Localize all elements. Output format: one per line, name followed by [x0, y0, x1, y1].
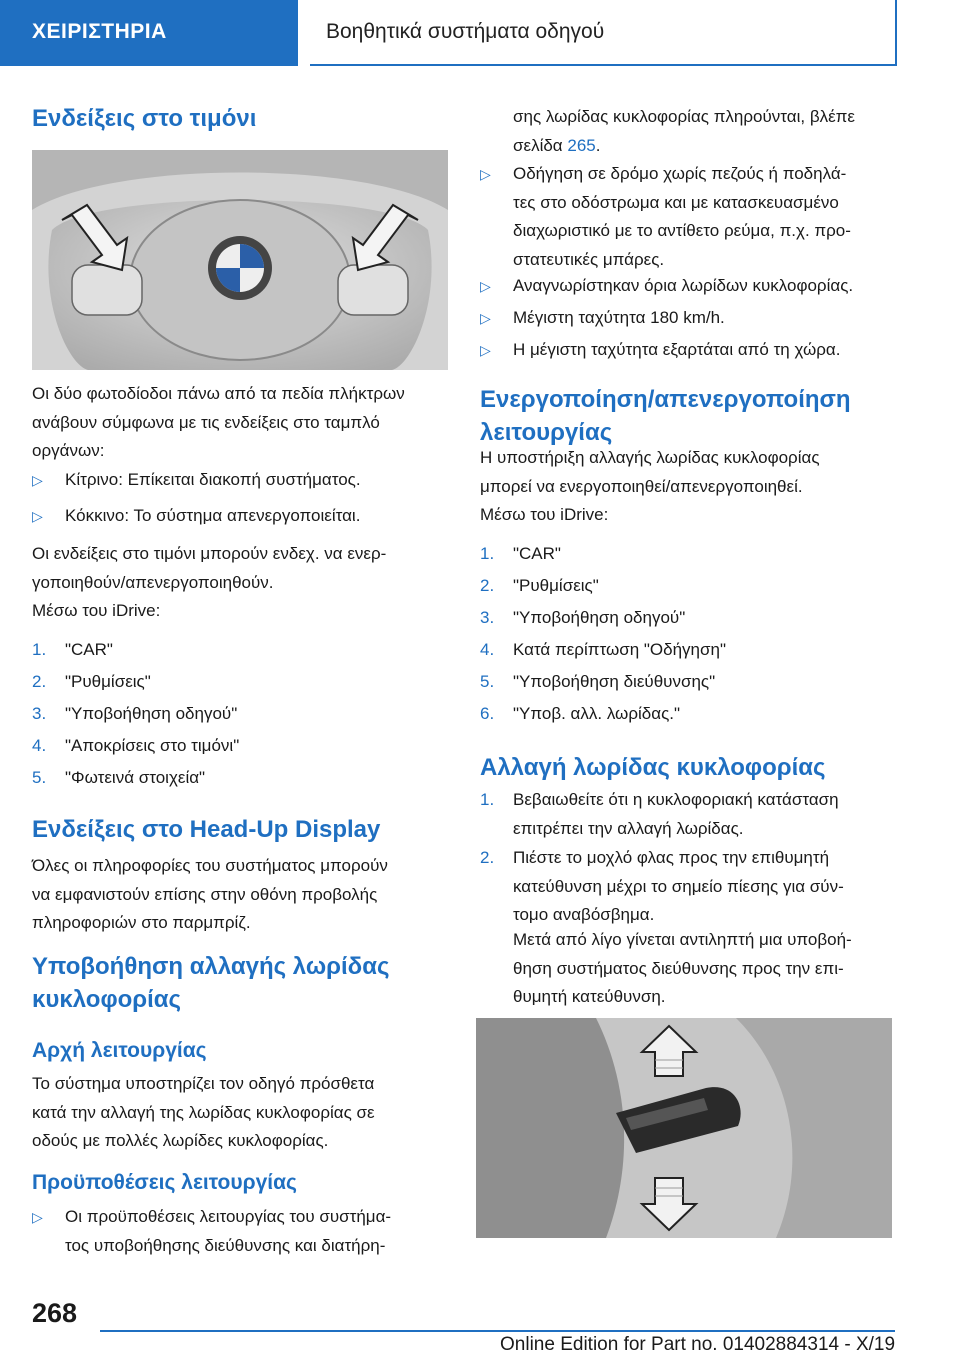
- bullet-prereq: ▷ Οι προϋποθέσεις λειτουργίας του συστήμα- τος υποβοήθησης διεύθυνσης και διατήρη-: [32, 1203, 391, 1260]
- bullet-red: ▷ Κόκκινο: Το σύστημα απενεργοποιείται.: [32, 502, 360, 531]
- paragraph-hud: Όλες οι πληροφορίες του συστήματος μπορούν να εμφανιστούν επίσης στην οθόνη προβολής πληροφοριών στο παρμπρίζ.: [32, 856, 388, 932]
- paragraph-principle: Το σύστημα υποστηρίζει τον οδηγό πρόσθετα κατά την αλλαγή της λωρίδας κυκλοφορίας σε οδούς με πολλές λωρίδες κυκλοφορίας.: [32, 1074, 375, 1150]
- step-item: 3. "Υποβοήθηση οδηγού": [32, 704, 238, 723]
- heading-principle: Αρχή λειτουργίας: [32, 1039, 207, 1062]
- steering-wheel-illustration: [32, 150, 448, 370]
- step-item: 2. "Ρυθμίσεις": [480, 576, 599, 595]
- step-item: 5. "Υποβοήθηση διεύθυνσης": [480, 672, 716, 691]
- paragraph-via-idrive: Μέσω του iDrive:: [32, 601, 161, 620]
- bullet-lanes: ▷ Αναγνωρίστηκαν όρια λωρίδων κυκλοφορίας.: [480, 272, 853, 301]
- turn-signal-lever-image: [476, 1018, 892, 1238]
- heading-prereq: Προϋποθέσεις λειτουργίας: [32, 1171, 297, 1194]
- steering-wheel-image: [32, 150, 448, 370]
- paragraph-continued: σης λωρίδας κυκλοφορίας πληρούνται, βλέπε σελίδα 265.: [513, 107, 855, 155]
- section-label: ΧΕΙΡΙΣΤΗΡΙΑ: [32, 20, 167, 43]
- paragraph-leds: Οι δύο φωτοδίοδοι πάνω από τα πεδία πλήκτρων ανάβουν σύμφωνα με τις ενδείξεις στο ταμπλό οργάνων:: [32, 384, 405, 460]
- step-item: 4. "Αποκρίσεις στο τιμόνι": [32, 736, 240, 755]
- step-item: 4. Κατά περίπτωση "Οδήγηση": [480, 640, 726, 659]
- step-item: 6. "Υποβ. αλλ. λωρίδας.": [480, 704, 681, 723]
- bullet-country: ▷ Η μέγιστη ταχύτητα εξαρτάται από τη χώρα.: [480, 336, 840, 365]
- section-tab: [0, 0, 298, 66]
- paragraph-via-idrive-right: Μέσω του iDrive:: [480, 505, 609, 524]
- triangle-bullet-icon: ▷: [32, 472, 43, 488]
- step-item: 1. "CAR": [32, 640, 113, 659]
- bullet-maxspeed: ▷ Μέγιστη ταχύτητα 180 km/h.: [480, 304, 725, 333]
- page-number: 268: [32, 1298, 78, 1328]
- triangle-bullet-icon: ▷: [480, 278, 491, 294]
- page-link[interactable]: 265: [567, 135, 596, 155]
- heading-change: Αλλαγή λωρίδας κυκλοφορίας: [480, 754, 826, 781]
- chapter-header: [310, 0, 897, 66]
- step-item: 3. "Υποβοήθηση οδηγού": [480, 608, 686, 627]
- bullet-yellow: ▷ Κίτρινο: Επίκειται διακοπή συστήματος.: [32, 466, 361, 495]
- change-step: 1. Βεβαιωθείτε ότι η κυκλοφοριακή κατάσταση επιτρέπει την αλλαγή λωρίδας.: [480, 790, 839, 838]
- chapter-title: Βοηθητικά συστήματα οδηγού: [326, 20, 605, 43]
- paragraph-activate: Οι ενδείξεις στο τιμόνι μπορούν ενδεχ. να ενερ- γοποιηθούν/απενεργοποιηθούν.: [32, 544, 387, 592]
- paragraph-onoff: Η υποστήριξη αλλαγής λωρίδας κυκλοφορίας μπορεί να ενεργοποιηθεί/απενεργοποιηθεί.: [480, 448, 820, 496]
- triangle-bullet-icon: ▷: [32, 508, 43, 524]
- turn-signal-lever-illustration: [476, 1018, 892, 1238]
- triangle-bullet-icon: ▷: [32, 1209, 43, 1225]
- step-item: 5. "Φωτεινά στοιχεία": [32, 768, 206, 787]
- heading-hud: Ενδείξεις στο Head-Up Display: [32, 816, 381, 843]
- triangle-bullet-icon: ▷: [480, 342, 491, 358]
- footer-edition: Online Edition for Part no. 01402884314 - X/19: [500, 1334, 896, 1355]
- heading-indications-wheel: Ενδείξεις στο τιμόνι: [32, 105, 257, 132]
- footer-divider: [100, 1330, 895, 1332]
- heading-onoff: Ενεργοποίηση/απενεργοποίηση λειτουργίας: [480, 386, 851, 446]
- step-item: 1. "CAR": [480, 544, 561, 563]
- triangle-bullet-icon: ▷: [480, 166, 491, 182]
- step-item: 2. "Ρυθμίσεις": [32, 672, 151, 691]
- triangle-bullet-icon: ▷: [480, 310, 491, 326]
- paragraph-change-note: Μετά από λίγο γίνεται αντιληπτή μια υποβοή- θηση συστήματος διεύθυνσης προς την επι- θυμητή κατεύθυνση.: [513, 930, 852, 1006]
- heading-lane-assist: Υποβοήθηση αλλαγής λωρίδας κυκλοφορίας: [32, 953, 390, 1013]
- change-step: 2. Πιέστε το μοχλό φλας προς την επιθυμητή κατεύθυνση μέχρι το σημείο πίεσης για σύν- τομο αναβόσβημα.: [480, 848, 844, 924]
- bullet-road: ▷ Οδήγηση σε δρόμο χωρίς πεζούς ή ποδηλά- τες στο οδόστρωμα και με κατασκευασμένο διαχωριστικό με το αντίθετο ρεύμα, π.χ. προ- στατευτικές μπάρες.: [480, 160, 851, 274]
